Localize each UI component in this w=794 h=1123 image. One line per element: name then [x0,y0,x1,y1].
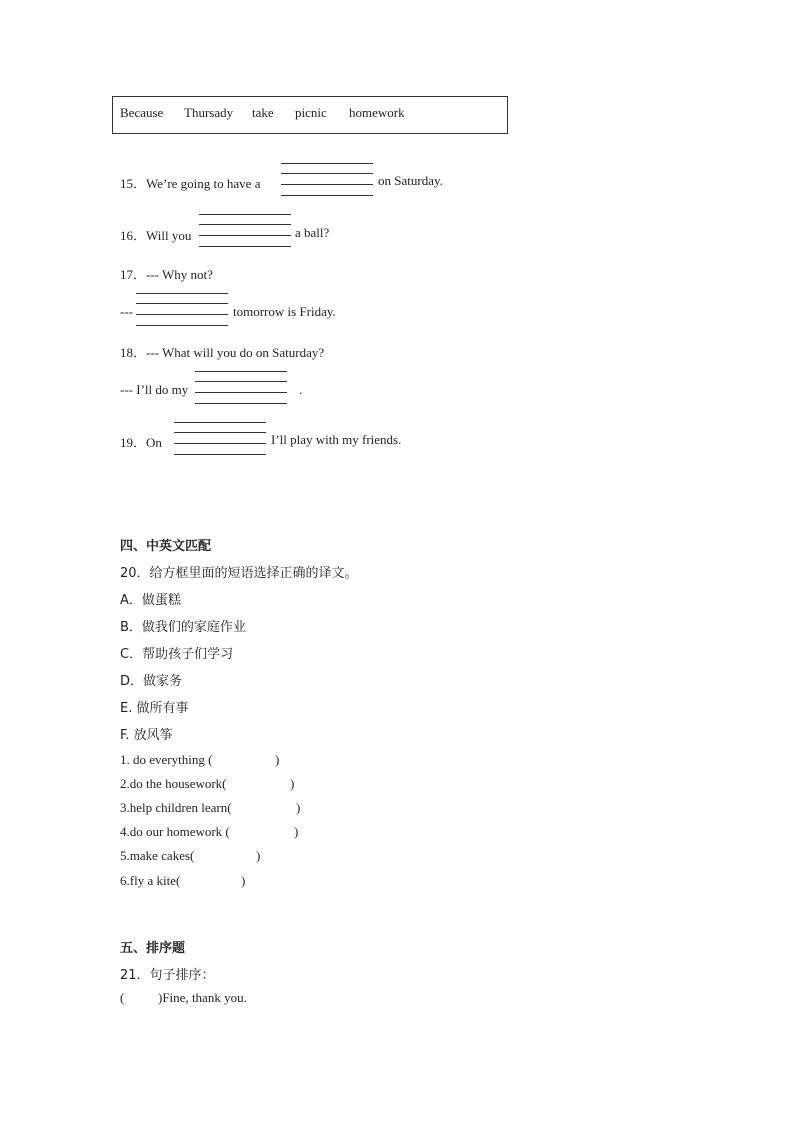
q19-suffix: I’ll play with my friends. [271,432,402,447]
order-line [120,990,247,1006]
match-item [120,824,299,840]
word-bank-box [112,96,508,134]
word-bank-item: picnic [295,105,327,120]
word-bank-item: homework [349,105,405,120]
q16-suffix: a ball? [295,225,330,240]
q15-suffix: on Saturday. [378,173,443,188]
answer-paren-close[interactable]: ) [256,848,261,863]
q18-line1: 18．--- What will you do on Saturday? [120,345,325,360]
match-item-text: 6.fly a kite( [120,873,181,888]
option-b: B．做我们的家庭作业 [120,620,246,635]
order-sentence: )Fine, thank you. [158,990,247,1005]
option-a: A．做蛋糕 [120,593,181,608]
answer-paren-close[interactable]: ) [241,873,246,888]
match-item [120,800,301,816]
match-item-text: 5.make cakes( [120,848,195,863]
option-c: C．帮助孩子们学习 [120,647,234,662]
match-item-text: 1. do everything ( [120,752,213,767]
answer-paren-open[interactable]: ( [120,990,125,1005]
match-item [120,848,261,864]
match-item-text: 4.do our homework ( [120,824,230,839]
answer-paren-close[interactable]: ) [294,824,299,839]
answer-blank[interactable] [136,293,228,327]
q18-suffix: . [299,382,303,397]
answer-blank[interactable] [174,422,266,456]
word-bank-item: Because [120,105,164,120]
option-e: E. 做所有事 [120,701,189,716]
match-item [120,776,295,792]
answer-blank[interactable] [195,371,287,405]
q17-prefix: --- [120,304,133,319]
answer-paren-close[interactable]: ) [296,800,301,815]
q16-prefix: 16．Will you [120,228,192,243]
option-d: D．做家务 [120,674,183,689]
q17-line1: 17．--- Why not? [120,267,213,282]
section-heading: 四、中英文匹配 [120,539,212,554]
word-bank-item: take [252,105,274,120]
q18-prefix: --- I’ll do my [120,382,189,397]
match-item [120,873,246,889]
question-text: 21．句子排序： [120,968,215,983]
match-item-text: 3.help children learn( [120,800,232,815]
q15-prefix: 15．We’re going to have a [120,176,261,191]
match-item [120,752,280,768]
answer-blank[interactable] [199,214,291,248]
answer-blank[interactable] [281,163,373,197]
section-heading: 五、排序题 [120,941,186,956]
q19-prefix: 19．On [120,435,162,450]
answer-paren-close[interactable]: ) [290,776,295,791]
word-bank-item: Thursady [184,105,234,120]
match-item-text: 2.do the housework( [120,776,227,791]
answer-paren-close[interactable]: ) [275,752,280,767]
question-text: 20．给方框里面的短语选择正确的译文。 [120,566,358,581]
option-f: F. 放风筝 [120,728,173,743]
q17-suffix: tomorrow is Friday. [233,304,336,319]
